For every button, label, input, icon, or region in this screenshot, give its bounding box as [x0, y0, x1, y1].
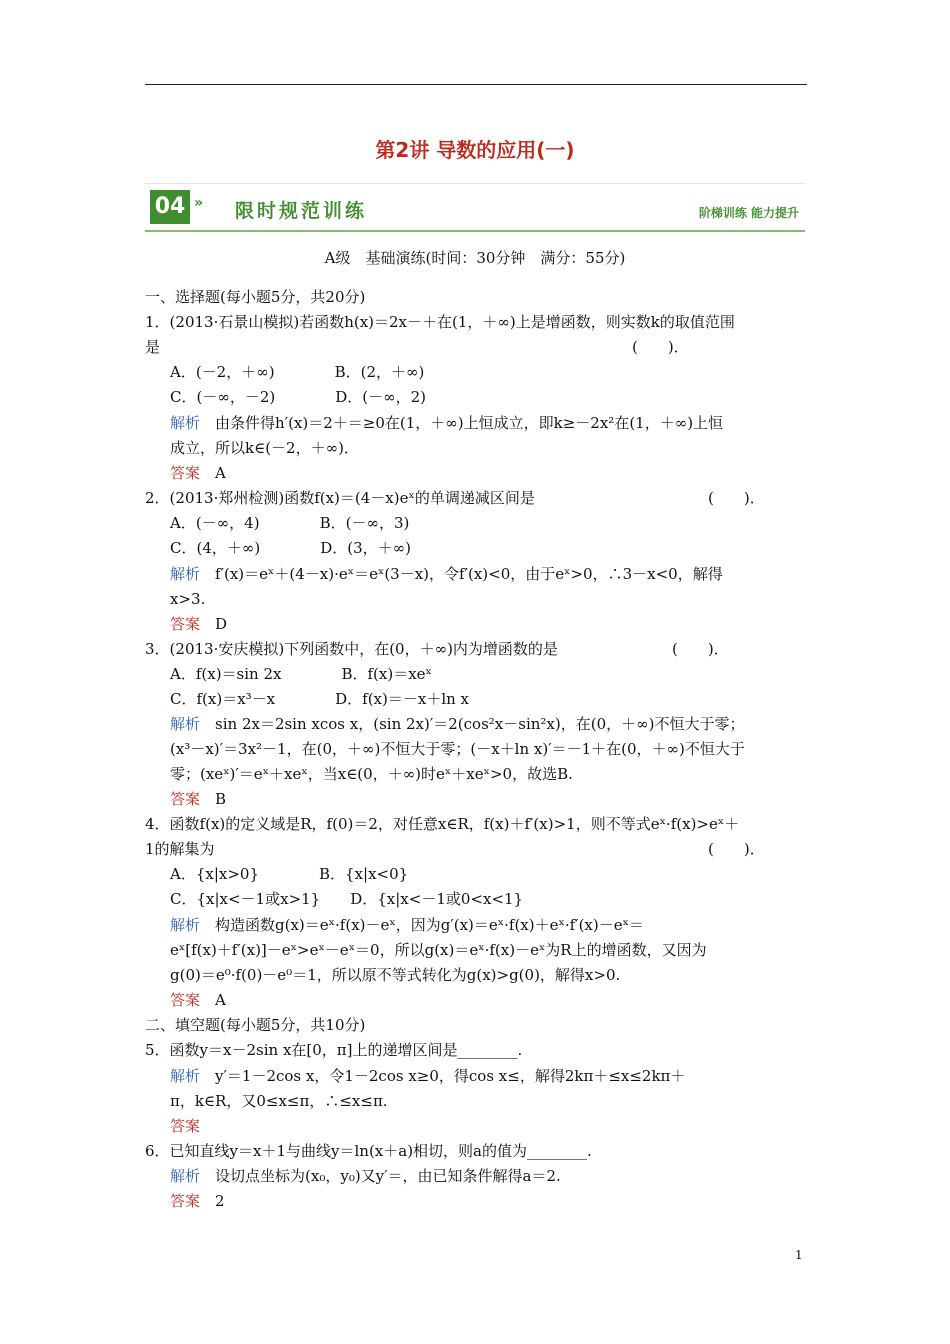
- text-line: [170, 362, 807, 382]
- text-line: [145, 1040, 807, 1060]
- text-line: [170, 387, 807, 407]
- text-line: [170, 689, 807, 709]
- page-number: 1: [795, 1248, 803, 1262]
- text-line: [170, 1091, 807, 1111]
- answer-bracket: ( )．: [708, 489, 765, 507]
- line-text: f′(x)＝eˣ＋(4－x)·eˣ＝eˣ(3－x)，令f′(x)<0，由于eˣ>0，∴3－x<0，解得: [200, 565, 723, 583]
- line-text: A．{x|x>0} B．{x|x<0}: [170, 865, 409, 883]
- text-line: [170, 1116, 807, 1136]
- line-text: 2．(2013·郑州检测)函数f(x)＝(4－x)eˣ的单调递减区间是: [145, 489, 535, 507]
- line-text: C．(4，＋∞) D．(3，＋∞): [170, 539, 411, 557]
- level-subtitle: A级 基础演练(时间：30分钟 满分：55分): [324, 249, 626, 267]
- line-text: A: [200, 464, 226, 482]
- answer-bracket: ( )．: [672, 640, 729, 658]
- line-text: 1的解集为: [145, 840, 215, 858]
- line-text: 一、选择题(每小题5分，共20分): [145, 288, 366, 306]
- line-text: 成立，所以k∈(－2，＋∞)．: [170, 439, 359, 457]
- answer-label: 答案: [170, 790, 201, 808]
- text-line: [170, 739, 807, 759]
- line-text: π，k∈R，又0≤x≤π，∴≤x≤π.: [170, 1092, 388, 1110]
- text-line: [170, 864, 807, 884]
- chevron-icon: »: [194, 195, 204, 211]
- answer-label: 答案: [170, 464, 201, 482]
- line-text: A．(－∞，4) B．(－∞，3): [170, 514, 410, 532]
- line-text: 3．(2013·安庆模拟)下列函数中，在(0，＋∞)内为增函数的是: [145, 640, 558, 658]
- line-text: 2: [200, 1192, 225, 1210]
- answer-label: 答案: [170, 1192, 201, 1210]
- text-line: [170, 664, 807, 684]
- text-line: [170, 1066, 807, 1086]
- section-banner: [145, 183, 805, 232]
- line-text: C．{x|x<－1或x>1} D．{x|x<－1或0<x<1}: [170, 890, 524, 908]
- line-text: 二、填空题(每小题5分，共10分): [145, 1016, 366, 1034]
- text-line: [145, 1015, 807, 1035]
- section-badge: 04: [150, 190, 190, 224]
- text-line: [170, 564, 807, 584]
- text-line: [170, 789, 807, 809]
- analysis-label: 解析: [170, 565, 201, 583]
- answer-bracket: ( )．: [708, 840, 765, 858]
- text-line: [170, 589, 807, 609]
- text-line: [170, 538, 807, 558]
- line-text: C．(－∞，－2) D．(－∞，2): [170, 388, 426, 406]
- line-text: D: [200, 615, 228, 633]
- text-line: [145, 639, 807, 659]
- line-text: 零；(xeˣ)′＝eˣ＋xeˣ，当x∈(0，＋∞)时eˣ＋xeˣ>0，故选B.: [170, 765, 573, 783]
- text-line: [170, 990, 807, 1010]
- line-text: B: [200, 790, 227, 808]
- line-text: C．f(x)＝x³－x D．f(x)＝－x＋ln x: [170, 690, 470, 708]
- line-text: 4．函数f(x)的定义域是R，f(0)＝2，对任意x∈R，f(x)＋f′(x)>1，则不等式eˣ·f(x)>eˣ＋: [145, 815, 740, 833]
- text-line: [145, 337, 807, 357]
- line-text: A．(－2，＋∞) B．(2，＋∞): [170, 363, 425, 381]
- text-line: [145, 1141, 807, 1161]
- text-line: [170, 940, 807, 960]
- text-line: [170, 1191, 807, 1211]
- text-line: [170, 513, 807, 533]
- text-line: [145, 312, 807, 332]
- line-text: 设切点坐标为(x₀，y₀)又y′＝，由已知条件解得a＝2.: [200, 1167, 561, 1185]
- analysis-label: 解析: [170, 1167, 201, 1185]
- analysis-label: 解析: [170, 715, 201, 733]
- text-line: [145, 839, 807, 859]
- line-text: 构造函数g(x)＝eˣ·f(x)－eˣ，因为g′(x)＝eˣ·f(x)＋eˣ·f′(x)－eˣ＝: [200, 916, 644, 934]
- line-text: 5．函数y＝x－2sin x在[0，π]上的递增区间是________.: [145, 1041, 523, 1059]
- line-text: eˣ[f(x)＋f′(x)]－eˣ>eˣ－eˣ＝0，所以g(x)＝eˣ·f(x)－eˣ为R上的增函数，又因为: [170, 941, 707, 959]
- banner-subtitle: 阶梯训练 能力提升: [698, 206, 799, 220]
- line-text: x>3.: [170, 590, 206, 608]
- text-line: [170, 1166, 807, 1186]
- text-line: [145, 488, 807, 508]
- answer-label: 答案: [170, 1117, 201, 1135]
- line-text: 1．(2013·石景山模拟)若函数h(x)＝2x－＋在(1，＋∞)上是增函数，则实数k的取值范围: [145, 313, 735, 331]
- text-line: [145, 814, 807, 834]
- text-line: [170, 965, 807, 985]
- line-text: 由条件得h′(x)＝2＋＝≥0在(1，＋∞)上恒成立，即k≥－2x²在(1，＋∞)上恒: [200, 414, 724, 432]
- text-line: [170, 614, 807, 634]
- text-line: [170, 764, 807, 784]
- answer-label: 答案: [170, 991, 201, 1009]
- line-text: A: [200, 991, 226, 1009]
- line-text: g(0)＝e⁰·f(0)－e⁰＝1，所以原不等式转化为g(x)>g(0)，解得x>0.: [170, 966, 621, 984]
- line-text: 是: [145, 338, 161, 356]
- text-line: [170, 915, 807, 935]
- text-line: [170, 463, 807, 483]
- line-text: y′＝1－2cos x，令1－2cos x≥0，得cos x≤，解得2kπ＋≤x≤2kπ＋: [200, 1067, 686, 1085]
- analysis-label: 解析: [170, 414, 201, 432]
- page-title: 第2讲 导数的应用(一): [375, 138, 575, 162]
- answer-label: 答案: [170, 615, 201, 633]
- text-line: [170, 413, 807, 433]
- analysis-label: 解析: [170, 1067, 201, 1085]
- analysis-label: 解析: [170, 916, 201, 934]
- line-text: (x³－x)′＝3x²－1，在(0，＋∞)不恒大于零；(－x＋ln x)′＝－1＋在(0，＋∞)不恒大于: [170, 740, 745, 758]
- line-text: sin 2x＝2sin xcos x，(sin 2x)′＝2(cos²x－sin²x)，在(0，＋∞)不恒大于零；: [200, 715, 745, 733]
- text-line: [145, 287, 807, 307]
- line-text: 6．已知直线y＝x＋1与曲线y＝ln(x＋a)相切，则a的值为________.: [145, 1142, 592, 1160]
- line-text: A．f(x)＝sin 2x B．f(x)＝xeˣ: [170, 665, 432, 683]
- text-line: [170, 889, 807, 909]
- text-line: [170, 714, 807, 734]
- top-rule: [145, 84, 807, 85]
- banner-title: 限时规范训练: [235, 200, 368, 222]
- text-line: [170, 438, 807, 458]
- answer-bracket: ( )．: [632, 338, 689, 356]
